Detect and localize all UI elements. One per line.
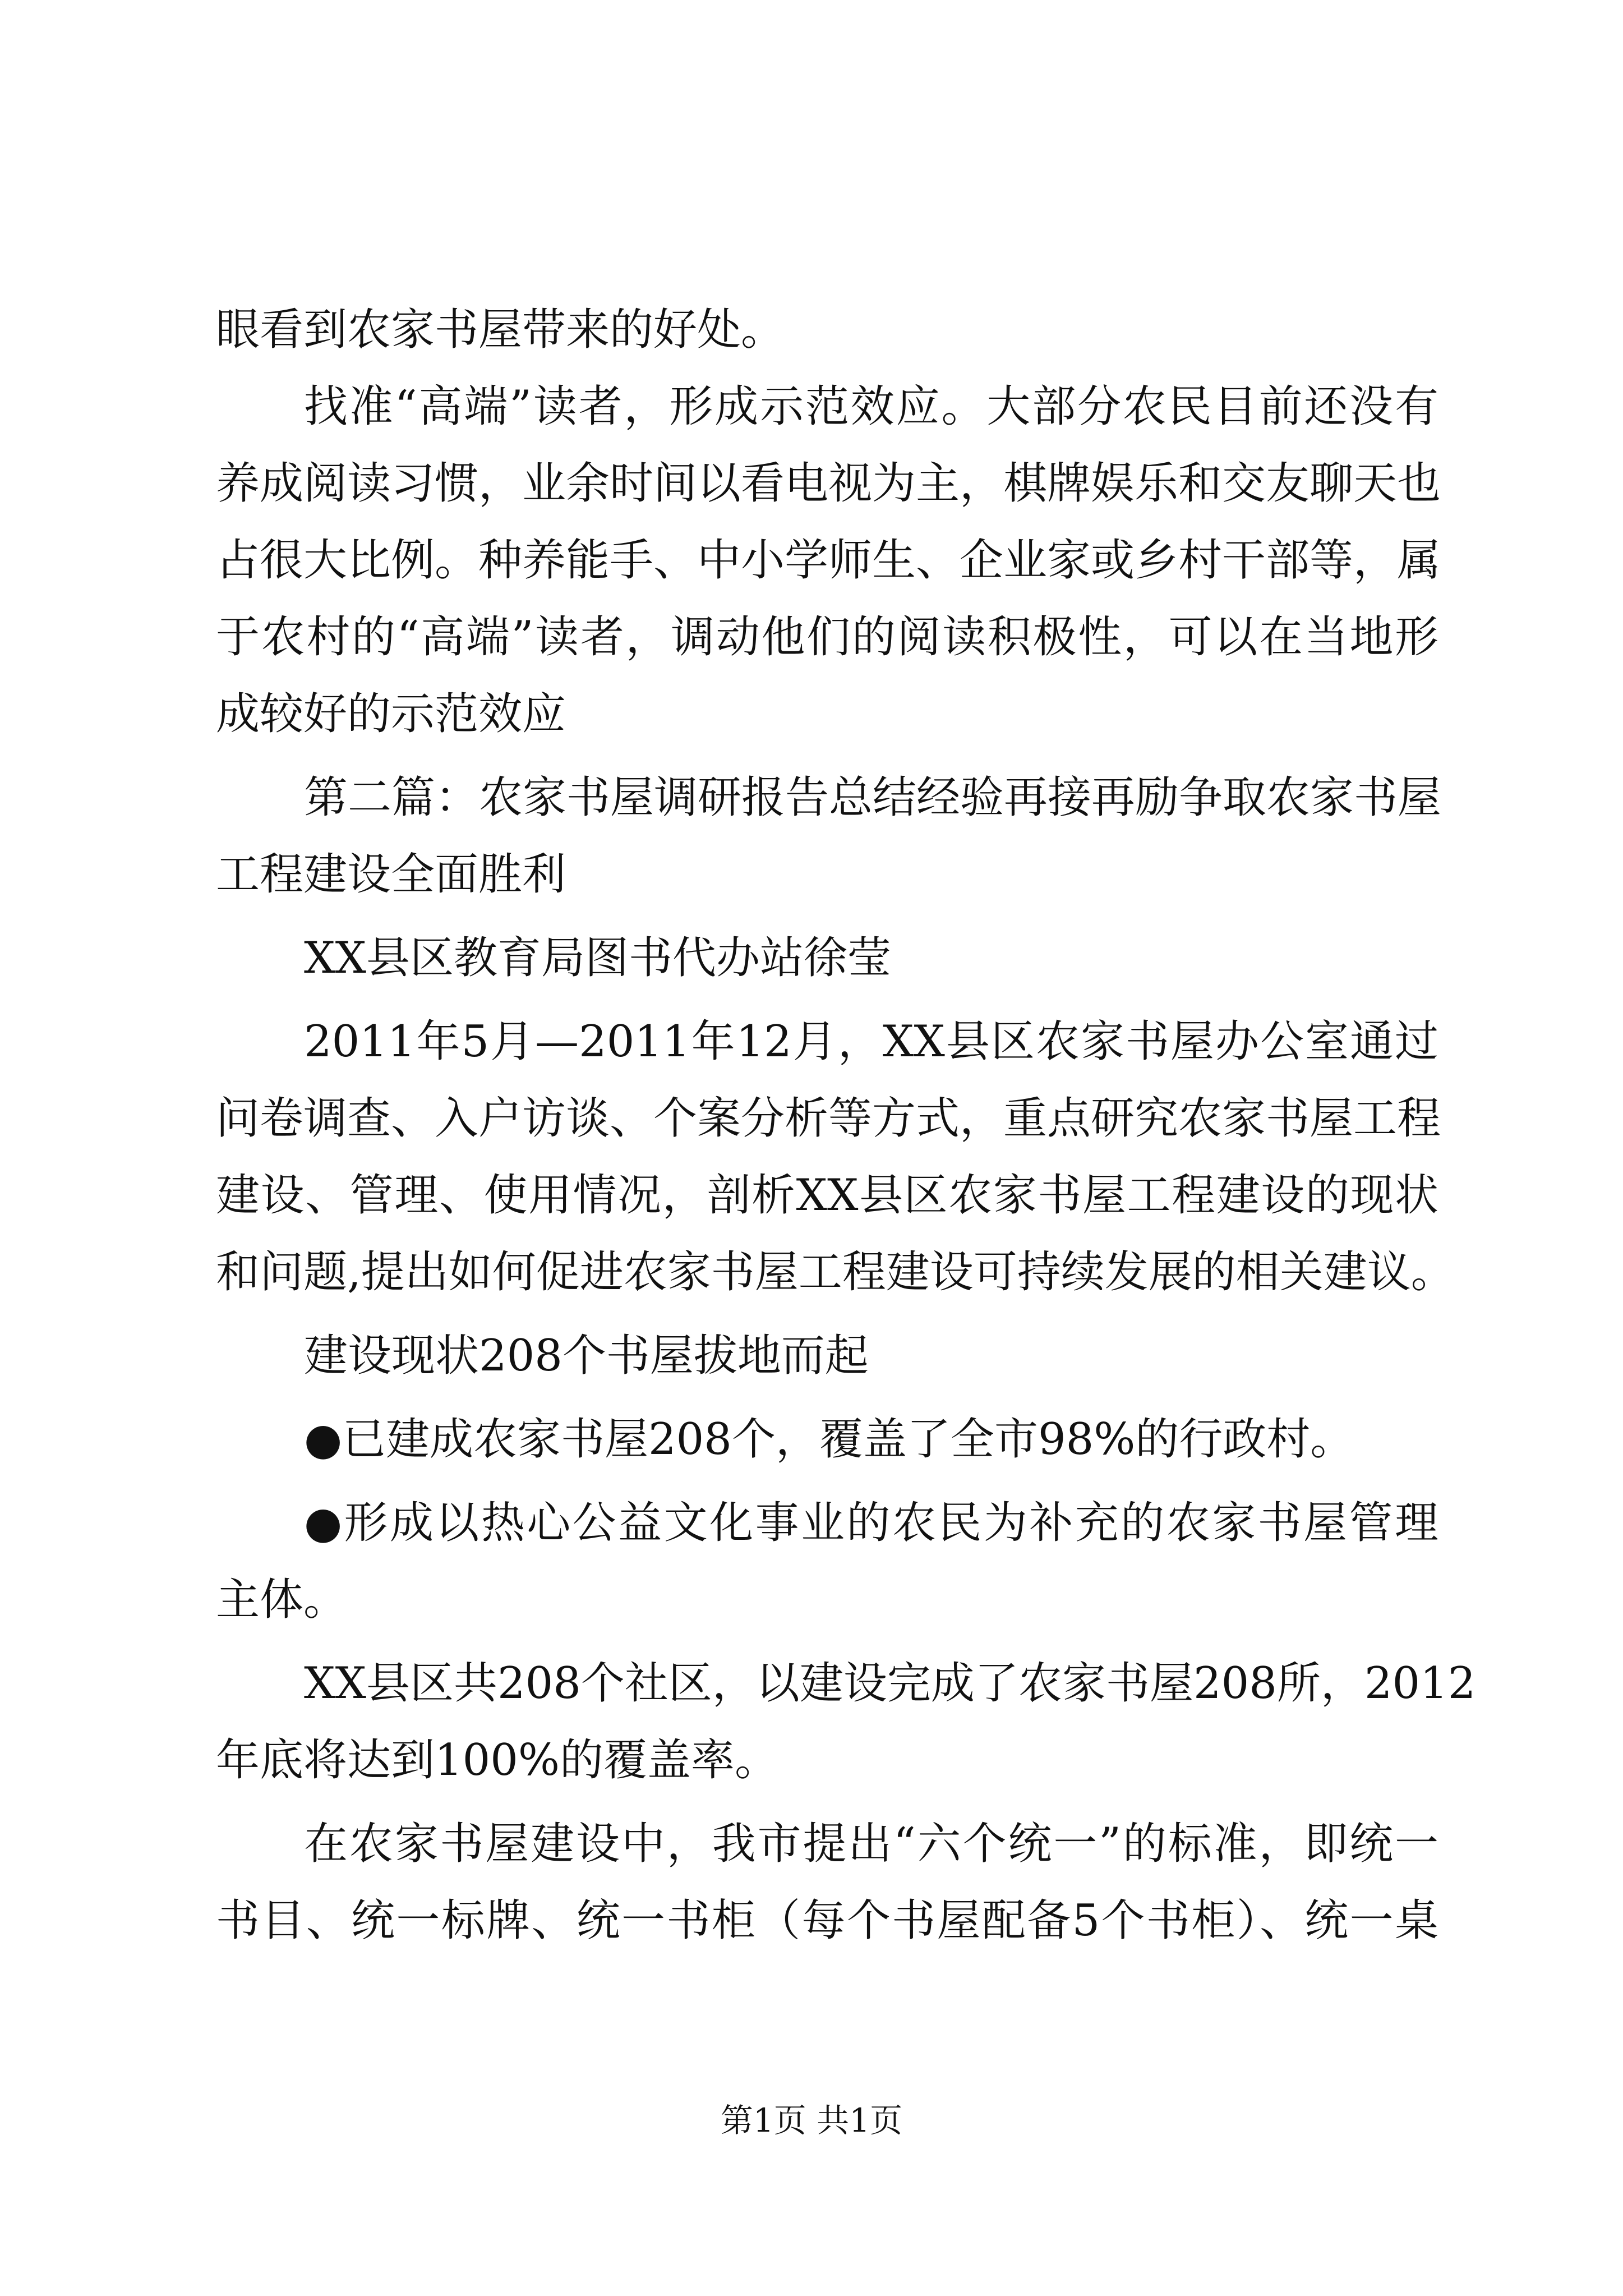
- text-line: 工程建设全面胜利: [216, 849, 566, 900]
- text-line: 问卷调查、入户访谈、个案分析等方式，重点研究农家书屋工程: [216, 1093, 1441, 1144]
- text-line: 找准“高端”读者，形成示范效应。大部分农民目前还没有: [304, 381, 1438, 432]
- text-line: 建设、管理、使用情况，剖析XX县区农家书屋工程建设的现状: [216, 1170, 1438, 1221]
- text-line: 养成阅读习惯，业余时间以看电视为主，棋牌娱乐和交友聊天也: [216, 458, 1441, 509]
- text-line: 主体。: [216, 1575, 348, 1625]
- text-line: 书目、统一标牌、统一书柜（每个书屋配备5个书柜）、统一桌: [216, 1895, 1438, 1946]
- text-line: 2011年5月—2011年12月，XX县区农家书屋办公室通过: [304, 1016, 1438, 1067]
- page-footer: 第1页 共1页: [720, 2101, 903, 2139]
- text-line: ●已建成农家书屋208个，覆盖了全市98%的行政村。: [304, 1414, 1354, 1465]
- text-line: 于农村的“高端”读者，调动他们的阅读积极性，可以在当地形: [216, 612, 1438, 662]
- document-body: [216, 292, 1476, 1959]
- text-line: 在农家书屋建设中，我市提出“六个统一”的标准，即统一: [304, 1819, 1438, 1869]
- text-line: 第二篇：农家书屋调研报告总结经验再接再励争取农家书屋: [304, 772, 1442, 823]
- text-line: 年底将达到100%的覆盖率。: [216, 1735, 778, 1786]
- text-line: 眼看到农家书屋带来的好处。: [216, 305, 785, 355]
- text-line: 占很大比例。种养能手、中小学师生、企业家或乡村干部等，属: [216, 535, 1441, 586]
- text-line: 和问题,提出如何促进农家书屋工程建设可持续发展的相关建议。: [216, 1247, 1455, 1297]
- text-line: 成较好的示范效应: [216, 689, 566, 739]
- text-line: XX县区共208个社区，以建设完成了农家书屋208所，2012: [304, 1658, 1476, 1709]
- text-line: XX县区教育局图书代办站徐莹: [304, 933, 892, 983]
- text-line: ●形成以热心公益文化事业的农民为补充的农家书屋管理: [304, 1498, 1438, 1548]
- text-line: 建设现状208个书屋拔地而起: [304, 1331, 869, 1381]
